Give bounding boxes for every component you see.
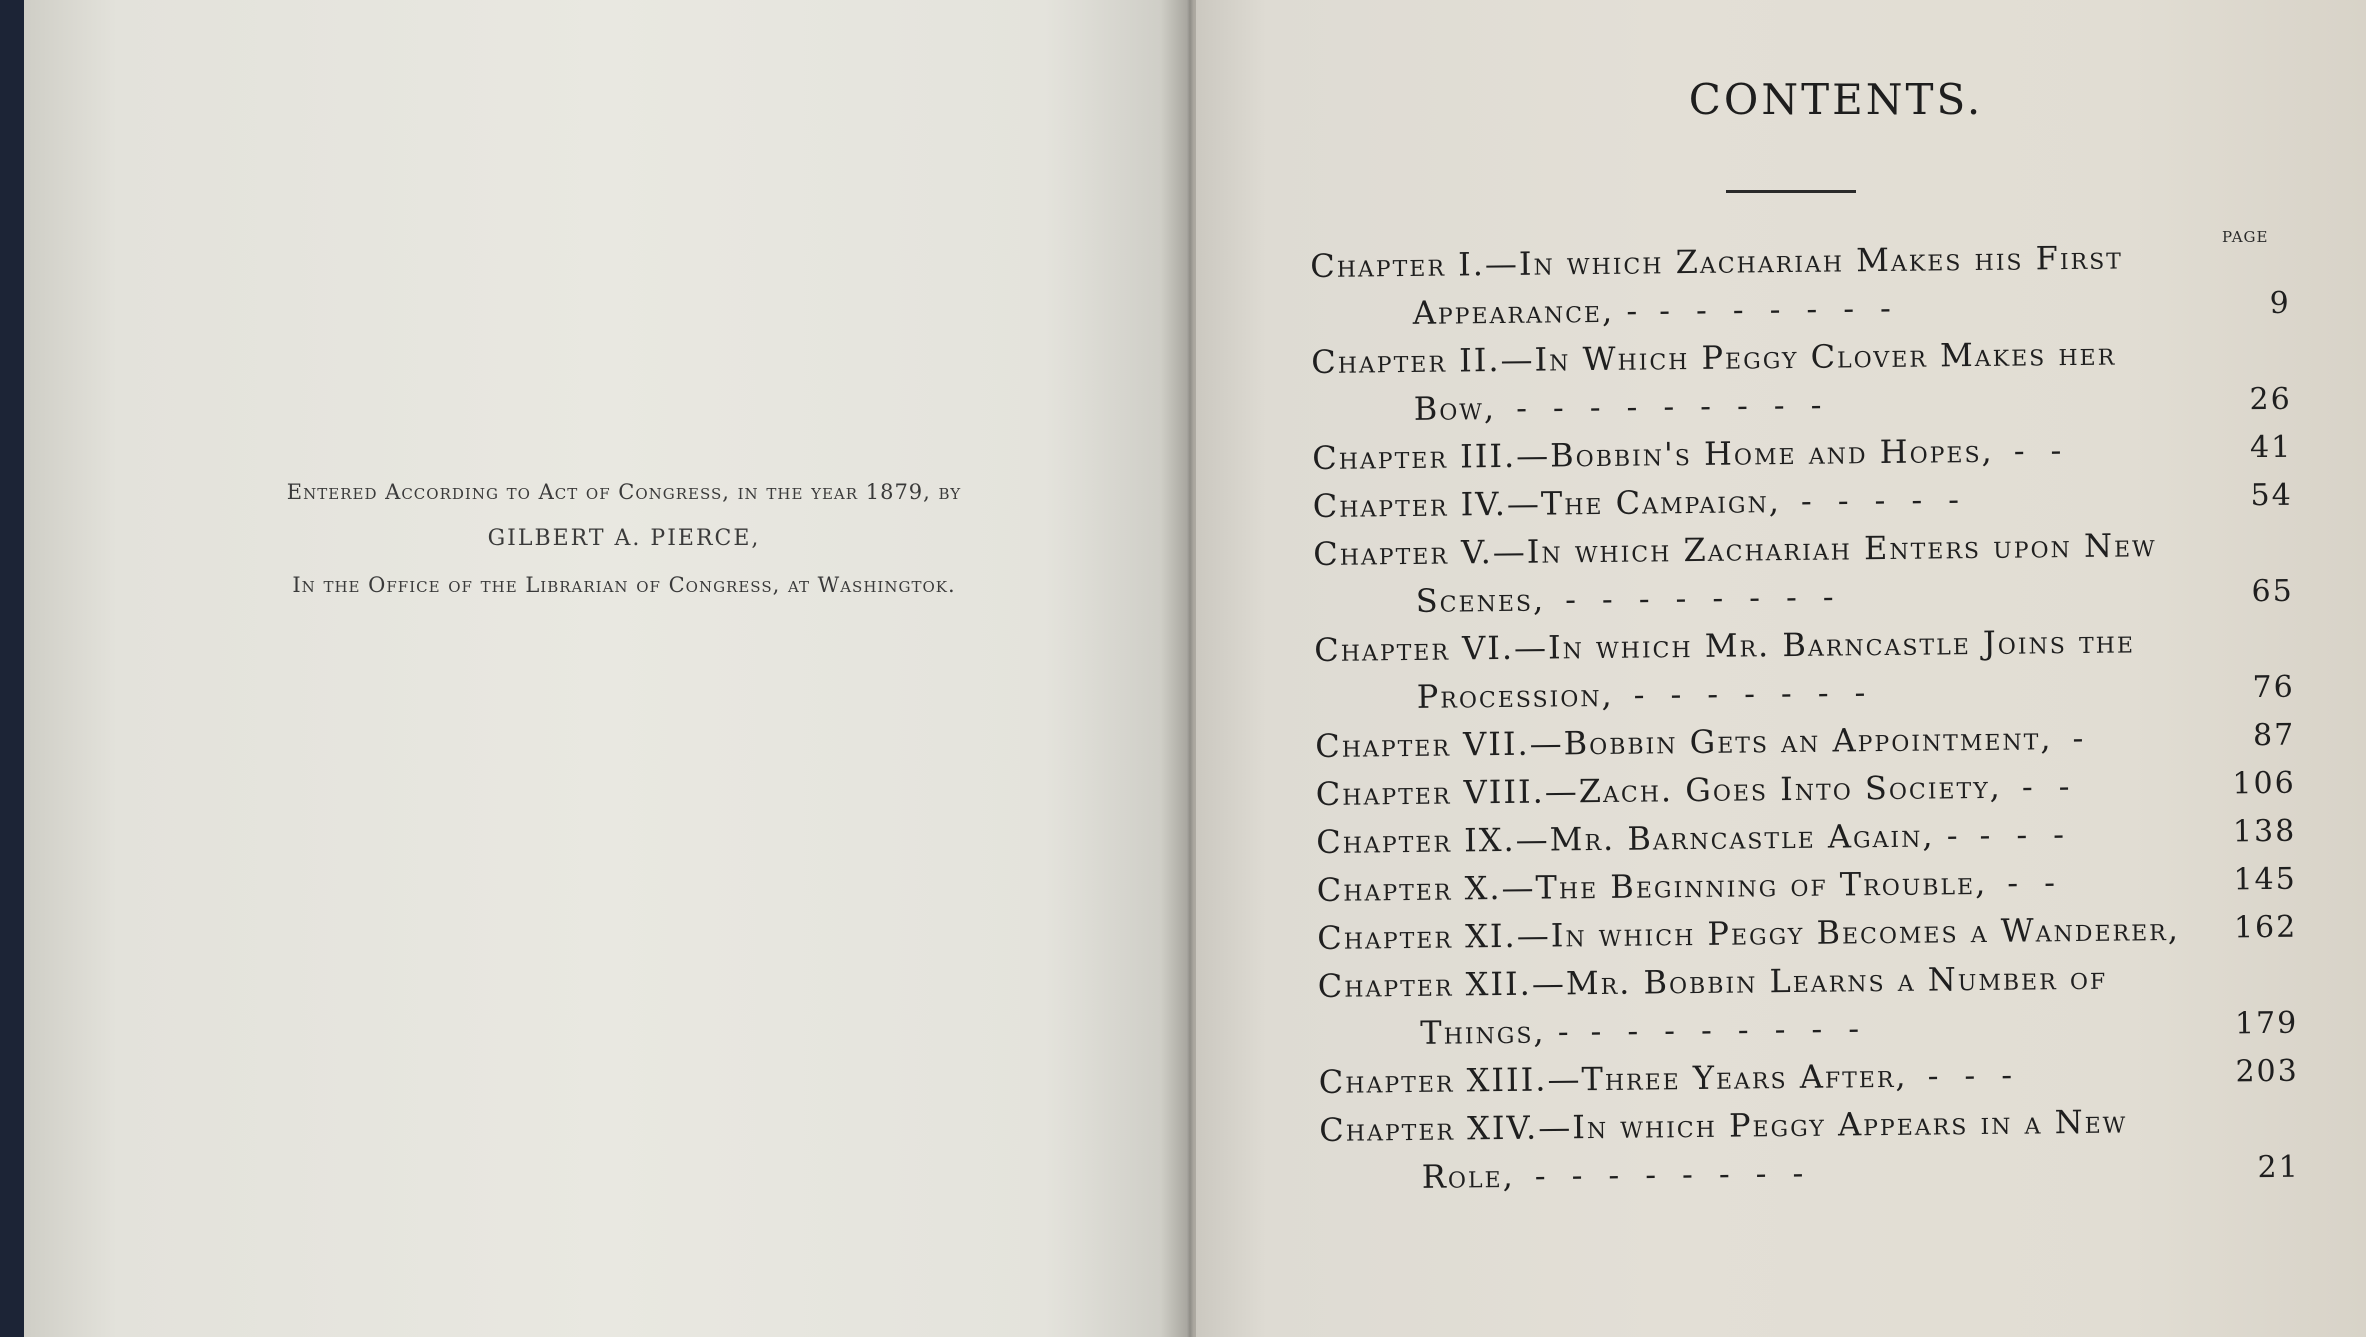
- toc-entry: Chapter VIII.—Zach. Goes Into Society, -- 106: [1315, 765, 2296, 813]
- toc-chapter-label: Chapter VII.—Bobbin Gets an Appointment,: [1315, 719, 2053, 765]
- toc-chapter-continuation: Procession,: [1416, 675, 1614, 716]
- toc-entry: Chapter XIV.—In which Peggy Appears in a New Role, -------- 21: [1319, 1102, 2300, 1196]
- toc-page-number: 76: [2252, 669, 2295, 706]
- page-title: CONTENTS.: [1688, 75, 1984, 124]
- toc-chapter-label: Chapter III.—Bobbin's Home and Hopes,: [1312, 431, 1994, 477]
- toc-chapter-label: Chapter V.—In which Zachariah Enters upon New: [1313, 526, 2157, 573]
- toc-chapter-label: Chapter IX.—Mr. Barncastle Again, -: [1316, 816, 1960, 861]
- toc-page-number: 21: [2257, 1149, 2300, 1186]
- toc-page-number: 179: [2234, 1005, 2299, 1042]
- toc-chapter-label: Chapter XIII.—Three Years After,: [1318, 1056, 1908, 1101]
- toc-chapter-label: Chapter IV.—The Campaign,: [1312, 482, 1782, 525]
- toc-entry: Chapter I.—In which Zachariah Makes his First Appearance, - ------- 9: [1310, 238, 2291, 332]
- toc-page-number: 41: [2249, 429, 2293, 466]
- toc-entry: Chapter X.—The Beginning of Trouble, -- 145: [1316, 861, 2297, 909]
- toc-chapter-label: Chapter XI.—In which Peggy Becomes a Wanderer,: [1317, 909, 2181, 957]
- toc-chapter-label: Chapter VIII.—Zach. Goes Into Society,: [1315, 767, 2003, 813]
- toc-page-number: 9: [2269, 285, 2291, 321]
- toc-page-number: 54: [2250, 477, 2293, 514]
- toc-entry: Chapter V.—In which Zachariah Enters upon New Scenes, -------- 65: [1313, 526, 2294, 620]
- toc-page-number: 65: [2251, 573, 2294, 610]
- toc-page-number: 203: [2235, 1053, 2299, 1090]
- toc-chapter-continuation: Appearance, -: [1412, 291, 1640, 332]
- toc-entry: Chapter IV.—The Campaign, ----- 54: [1312, 477, 2293, 525]
- toc-entry: Chapter XIII.—Three Years After, --- 203: [1318, 1053, 2299, 1101]
- toc-entry: Chapter XII.—Mr. Bobbin Learns a Number of Things, - -------- 179: [1317, 958, 2299, 1052]
- toc-chapter-label: Chapter XIV.—In which Peggy Appears in a New: [1319, 1102, 2128, 1149]
- imprint-line-1: Entered According to Act of Congress, in the year 1879, by: [286, 480, 962, 504]
- table-of-contents: [1310, 231, 2366, 1202]
- toc-chapter-continuation: Scenes,: [1415, 580, 1546, 620]
- imprint-line-3: In the Office of the Librarian of Congress, at Washingtok.: [292, 573, 956, 597]
- toc-chapter-label: Chapter VI.—In which Mr. Barncastle Joins the: [1314, 622, 2136, 669]
- toc-chapter-label: Chapter X.—The Beginning of Trouble,: [1316, 863, 1988, 909]
- imprint-author: GILBERT A. PIERCE,: [487, 526, 761, 551]
- toc-page-number: 26: [2249, 381, 2292, 418]
- toc-chapter-continuation: Role,: [1421, 1156, 1515, 1196]
- toc-chapter-continuation: Things, -: [1420, 1012, 1571, 1052]
- toc-entry: Chapter II.—In Which Peggy Clover Makes her Bow, --------- 26: [1311, 334, 2292, 428]
- toc-page-number: 162: [2233, 909, 2298, 946]
- copyright-imprint: [224, 480, 1024, 597]
- toc-entry: Chapter VII.—Bobbin Gets an Appointment, - 87: [1315, 717, 2296, 765]
- toc-page-number: 145: [2233, 861, 2297, 898]
- title-rule: [1726, 190, 1856, 193]
- toc-page-number: 138: [2232, 813, 2297, 850]
- left-page: [24, 0, 1184, 1337]
- toc-page-number: 106: [2232, 765, 2296, 802]
- toc-chapter-label: Chapter II.—In Which Peggy Clover Makes her: [1311, 334, 2117, 381]
- toc-page-number: 87: [2252, 717, 2296, 754]
- toc-chapter-label: Chapter XII.—Mr. Bobbin Learns a Number of: [1317, 958, 2108, 1005]
- toc-chapter-continuation: Bow,: [1413, 389, 1497, 428]
- page-column-label: PAGE: [2222, 228, 2269, 246]
- toc-entry: Chapter III.—Bobbin's Home and Hopes, -- 41: [1312, 429, 2293, 477]
- toc-entry: Chapter VI.—In which Mr. Barncastle Joins the Procession, ------- 76: [1314, 622, 2295, 716]
- right-page: [1196, 0, 2366, 1337]
- toc-chapter-label: Chapter I.—In which Zachariah Makes his First: [1310, 238, 2124, 285]
- toc-entry: Chapter IX.—Mr. Barncastle Again, - --- 138: [1316, 813, 2297, 861]
